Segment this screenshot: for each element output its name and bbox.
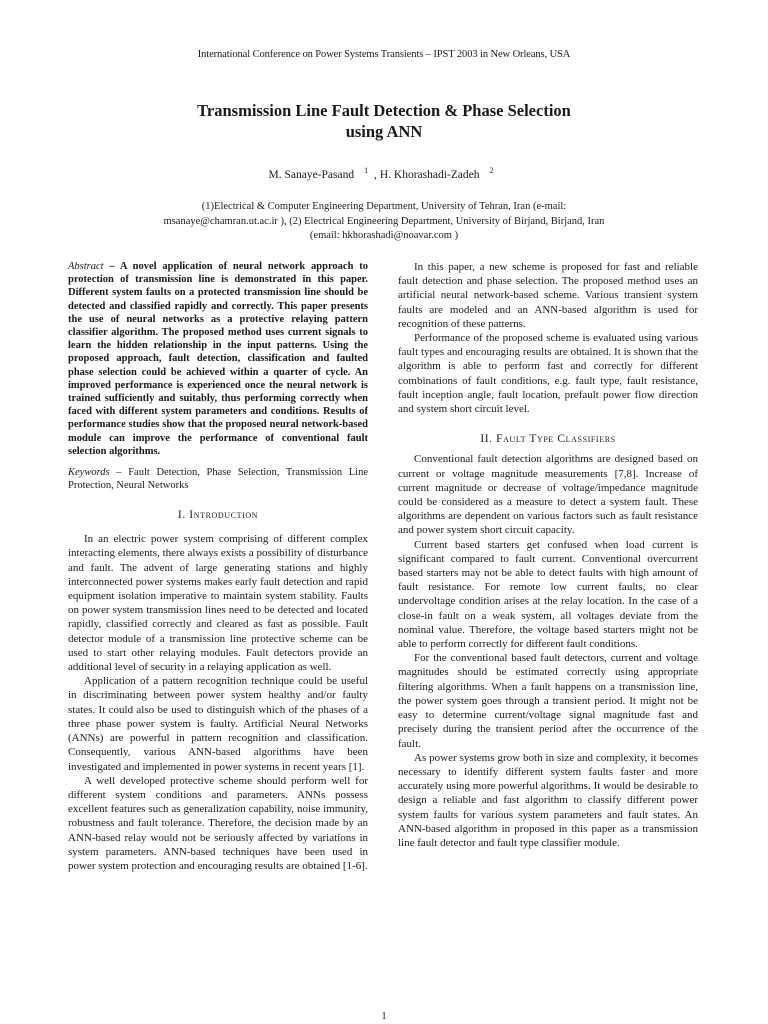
page-number: 1 (381, 1011, 387, 1022)
section-heading-introduction: I. Introduction (177, 509, 259, 522)
affiliation-line-2: msanaye@chamran.ut.ac.ir ), (2) Electrical Engineering Department, University of Birjand, Birjand, Iran (163, 215, 605, 227)
intro-paragraph: Application of a pattern recognition technique could be useful in discriminating between power system healthy and/or faulty states. It could also be used to distinguish which of the phases of a three phase power system is faulty. Artificial Neural Networks (ANNs) are powerful in pattern recognition and classification. Consequently, various ANN-based algorithms have been investigated and implemented in power systems in recent years [1]. (68, 675, 368, 773)
intro-paragraph: A well developed protective scheme should perform well for different system conditions and parameters. ANNs possess excellent features such as generalization capability, noise immunity, robustness and fault tolerance. Therefore, the decision made by an ANN-based relay would not be seriously affected by variations in system parameters. ANN-based techniques have been used in power system protection and encouraging results are obtained [1-6]. (68, 774, 368, 872)
abstract-label: Abstract (68, 261, 104, 272)
keywords-text: – Fault Detection, Phase Selection, Transmission Line Protection, Neural Networks (68, 467, 368, 492)
intro-paragraph: In an electric power system comprising of different complex interacting elements, there always exists a possibility of disturbance and fault. The advent of large generating stations and highly interconnected power systems makes early fault detection and rapid equipment isolation imperative to maintain system stability. Faults on power system transmission lines need to be detected and located rapidly, classified correctly and cleared as fast as possible. Fault detector module of a transmission line protective scheme can be used to start other relaying modules. Fault detectors provide an additional level of security in a relaying application as well. (68, 533, 368, 674)
author-1: M. Sanaye-Pasand (268, 169, 355, 181)
affiliation-line-1: (1)Electrical & Computer Engineering Department, University of Tehran, Iran (e-mail: (201, 201, 567, 212)
conference-header: International Conference on Power Systems Transients – IPST 2003 in New Orleans, USA (197, 49, 571, 60)
right-column (398, 260, 698, 850)
classifier-paragraph: Conventional fault detection algorithms are designed based on current or voltage magnitude measurements [7,8]. Increase of current magnitude or decrease of voltage/impedance magnitude could be considered as a measure to detect a system fault. These algorithms are dependent on various factors such as fault resistance and power system short circuit capacity. (398, 453, 698, 537)
keywords (68, 466, 368, 492)
intro-continued-paragraph: In this paper, a new scheme is proposed for fast and reliable fault detection and phase selection. The proposed method uses an artificial neural network-based scheme. Various transient system faults are modeled and an ANN-based algorithm is used for recognition of these patterns. (398, 261, 698, 330)
author-separator: , (374, 169, 380, 181)
intro-continued-paragraph: Performance of the proposed scheme is evaluated using various fault types and encouraging results are obtained. It is shown that the algorithm is able to perform fast and correctly for different combinations of fault conditions, e.g. fault type, fault resistance, fault inception angle, fault location, prefault power flow direction and system short circuit level. (398, 332, 698, 416)
classifier-paragraph: For the conventional based fault detectors, current and voltage magnitudes should be estimated correctly using appropriate filtering algorithms. When a fault happens on a transmission line, the power system goes through a transient period. It might not be easy to determine current/voltage signal magnitude fast and precisely during the transient period after the occurrence of the fault. (398, 652, 698, 750)
author-list (0, 166, 768, 181)
left-column (68, 260, 368, 873)
title-line-1: Transmission Line Fault Detection & Phase Selection (197, 101, 571, 120)
classifier-paragraph: Current based starters get confused when load current is significant compared to fault current. Conventional overcurrent based starters may not be able to detect faults with high amount of fault resistance. For remote low current faults, no clear undervoltage condition arises at the relay location. In the case of a close-in fault on a weak system, all voltages deviate from the nominal value. Therefore, the voltage based starters might not be able to perform correctly for different fault conditions. (398, 538, 698, 651)
affiliation-line-3: (email: hkhorashadi@noavar.com ) (309, 230, 459, 241)
abstract-text: – A novel application of neural network approach to protection of transmission line is demonstrated in this paper. Different system faults on a protected transmission line should be detected and classified rapidly and correctly. This paper presents the use of neural networks as a protective relaying pattern classifier algorithm. The proposed method uses current signals to learn the hidden relationship in the input patterns. Using the proposed approach, fault detection, classification and faulted phase selection could be achieved within a quarter of cycle. An improved performance is experienced once the neural network is trained sufficiently and suitably, thus performing correctly when faced with different system parameters and conditions. Results of performance studies show that the proposed neural network-based module can improve the performance of conventional fault selection algorithms. (68, 261, 368, 457)
affiliations (0, 200, 768, 244)
paper-title (0, 100, 768, 142)
abstract (68, 260, 368, 458)
author-1-ref: 1 (364, 166, 369, 175)
classifier-paragraph: As power systems grow both in size and complexity, it becomes necessary to identify different system faults faster and more accurately using more powerful algorithms. It would be desirable to design a reliable and fast algorithm to classify different power system faults for various system parameters and fault states. An ANN-based algorithm in proposed in this paper as a transmission line fault detector and fault type classifier module. (398, 751, 698, 849)
section-heading-fault-type-classifiers: II. Fault Type Classifiers (480, 433, 616, 446)
author-2-ref: 2 (489, 166, 494, 175)
keywords-label: Keywords (68, 467, 110, 479)
author-2: H. Khorashadi-Zadeh (379, 169, 480, 181)
title-line-2: using ANN (345, 122, 423, 141)
